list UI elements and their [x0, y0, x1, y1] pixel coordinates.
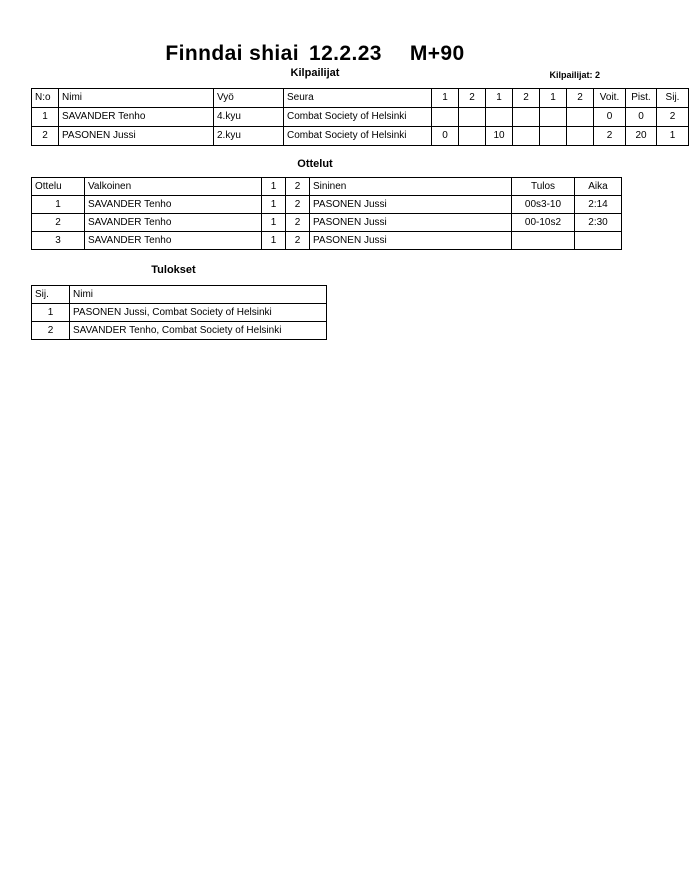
cell-score2: 2 [286, 214, 310, 232]
cell-match-no: 1 [32, 196, 85, 214]
cell-p2 [459, 108, 486, 127]
cell-no: 1 [32, 108, 59, 127]
cell-points: 20 [626, 127, 657, 146]
cell-white: SAVANDER Tenho [85, 196, 262, 214]
table-row [32, 196, 622, 214]
cell-p6 [567, 108, 594, 127]
cell-rank: 2 [657, 108, 689, 127]
cell-result: 00s3-10 [512, 196, 575, 214]
cell-p1 [432, 108, 459, 127]
cell-p4 [513, 108, 540, 127]
cell-score2: 2 [286, 196, 310, 214]
cell-club: Combat Society of Helsinki [284, 108, 432, 127]
cell-score2: 2 [286, 232, 310, 250]
col-rank: Sij. [657, 89, 689, 108]
page-title [0, 42, 630, 66]
col-no: N:o [32, 89, 59, 108]
cell-white: SAVANDER Tenho [85, 232, 262, 250]
col-p2: 2 [459, 89, 486, 108]
col-p3: 1 [486, 89, 513, 108]
col-white: Valkoinen [85, 178, 262, 196]
col-time: Aika [575, 178, 622, 196]
event-date: 12.2.23 [308, 42, 382, 65]
cell-wins: 0 [594, 108, 626, 127]
cell-time: 2:14 [575, 196, 622, 214]
table-header-row [32, 178, 622, 196]
cell-belt: 4.kyu [214, 108, 284, 127]
cell-p6 [567, 127, 594, 146]
cell-score1: 1 [262, 196, 286, 214]
cell-no: 2 [32, 127, 59, 146]
cell-name: PASONEN Jussi [59, 127, 214, 146]
table-row [32, 322, 327, 340]
cell-blue: PASONEN Jussi [310, 196, 512, 214]
cell-wins: 2 [594, 127, 626, 146]
event-name: Finndai shiai [165, 42, 299, 65]
matches-heading: Ottelut [297, 158, 333, 170]
col-p1: 1 [432, 89, 459, 108]
results-table [31, 285, 327, 340]
col-match-no: Ottelu [32, 178, 85, 196]
cell-p3: 10 [486, 127, 513, 146]
table-row [32, 304, 327, 322]
cell-belt: 2.kyu [214, 127, 284, 146]
cell-club: Combat Society of Helsinki [284, 127, 432, 146]
cell-result-name: PASONEN Jussi, Combat Society of Helsinki [70, 304, 327, 322]
table-header-row [32, 89, 689, 108]
col-p5: 1 [540, 89, 567, 108]
competitor-count: Kilpailijat: 2 [549, 70, 600, 80]
col-name: Nimi [59, 89, 214, 108]
cell-match-no: 3 [32, 232, 85, 250]
col-score1: 1 [262, 178, 286, 196]
col-result: Tulos [512, 178, 575, 196]
cell-result: 00-10s2 [512, 214, 575, 232]
table-row [32, 108, 689, 127]
cell-result-rank: 2 [32, 322, 70, 340]
cell-blue: PASONEN Jussi [310, 232, 512, 250]
table-header-row [32, 286, 327, 304]
cell-p5 [540, 127, 567, 146]
col-result-rank: Sij. [32, 286, 70, 304]
cell-p5 [540, 108, 567, 127]
cell-p4 [513, 127, 540, 146]
col-belt: Vyö [214, 89, 284, 108]
cell-p1: 0 [432, 127, 459, 146]
cell-white: SAVANDER Tenho [85, 214, 262, 232]
cell-rank: 1 [657, 127, 689, 146]
results-heading: Tulokset [151, 264, 196, 276]
cell-p3 [486, 108, 513, 127]
competitors-table [31, 88, 689, 146]
col-club: Seura [284, 89, 432, 108]
cell-name: SAVANDER Tenho [59, 108, 214, 127]
cell-points: 0 [626, 108, 657, 127]
cell-match-no: 2 [32, 214, 85, 232]
matches-table [31, 177, 622, 250]
table-row [32, 232, 622, 250]
cell-score1: 1 [262, 232, 286, 250]
col-result-name: Nimi [70, 286, 327, 304]
competitors-heading: Kilpailijat [290, 67, 340, 79]
cell-result-name: SAVANDER Tenho, Combat Society of Helsinki [70, 322, 327, 340]
table-row [32, 214, 622, 232]
cell-blue: PASONEN Jussi [310, 214, 512, 232]
cell-p2 [459, 127, 486, 146]
table-row [32, 127, 689, 146]
cell-result-rank: 1 [32, 304, 70, 322]
cell-score1: 1 [262, 214, 286, 232]
col-score2: 2 [286, 178, 310, 196]
col-blue: Sininen [310, 178, 512, 196]
col-p4: 2 [513, 89, 540, 108]
col-wins: Voit. [594, 89, 626, 108]
cell-time [575, 232, 622, 250]
cell-time: 2:30 [575, 214, 622, 232]
event-category: M+90 [409, 42, 465, 65]
cell-result [512, 232, 575, 250]
col-p6: 2 [567, 89, 594, 108]
col-points: Pist. [626, 89, 657, 108]
